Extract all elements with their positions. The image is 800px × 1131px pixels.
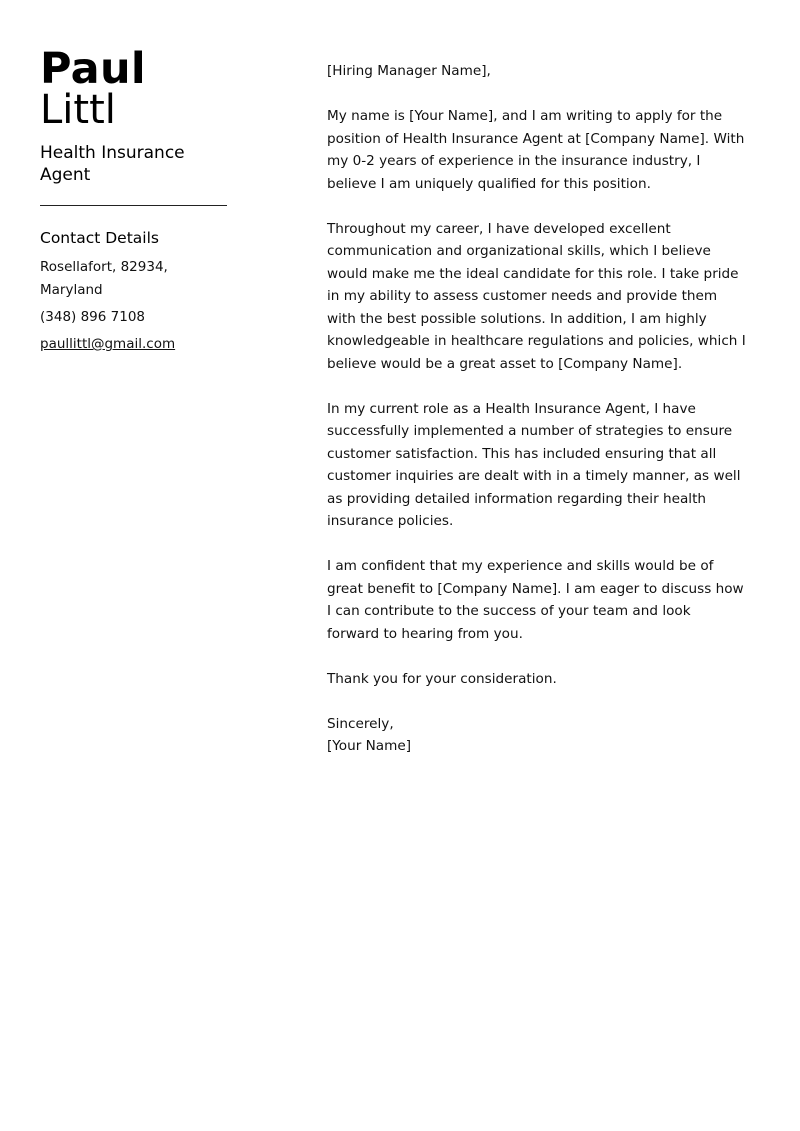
cover-letter-body [327, 60, 747, 758]
letter-paragraph-skills: Throughout my career, I have developed excellent communication and organizational skills, which I believe would make me the ideal candidate for this role. I take pride in my ability to assess customer needs and provide them with the best possible solutions. In addition, I am highly knowledgeable in healthcare regulations and policies, which I believe would be a great asset to [Company Name]. [327, 220, 746, 372]
letter-signature: [Your Name] [327, 738, 412, 754]
letter-paragraph-intro: My name is [Your Name], and I am writing to apply for the position of Health Insurance Agent at [Company Name]. With my 0-2 years of experience in the insurance industry, I believe I am uniquely qualified for this position. [327, 108, 745, 192]
job-title: Health Insurance Agent [40, 143, 185, 185]
contact-email-link[interactable]: paullittl@gmail.com [40, 336, 176, 352]
letter-sign-off: Sincerely, [327, 715, 394, 732]
applicant-first-name: Paul [40, 44, 146, 94]
contact-address: Rosellafort, 82934, Maryland [40, 259, 168, 298]
letter-paragraph-closing: I am confident that my experience and skills would be of great benefit to [Company Name]. I am eager to discuss how I can contribute to the success of your team and look forward to hearing from you. [327, 558, 744, 642]
letter-paragraph-experience: In my current role as a Health Insurance Agent, I have successfully implemented a number of strategies to ensure customer satisfaction. This has included ensuring that all customer inquiries are dealt with in a timely manner, as well as providing detailed information regarding their health insurance policies. [327, 400, 741, 529]
sidebar [40, 44, 230, 356]
applicant-last-name: Littl [40, 87, 116, 133]
contact-details-heading: Contact Details [40, 229, 159, 247]
contact-phone: (348) 896 7108 [40, 309, 146, 325]
letter-salutation: [Hiring Manager Name], [327, 63, 491, 79]
sidebar-divider [40, 205, 227, 206]
letter-thank-you: Thank you for your consideration. [327, 670, 557, 687]
